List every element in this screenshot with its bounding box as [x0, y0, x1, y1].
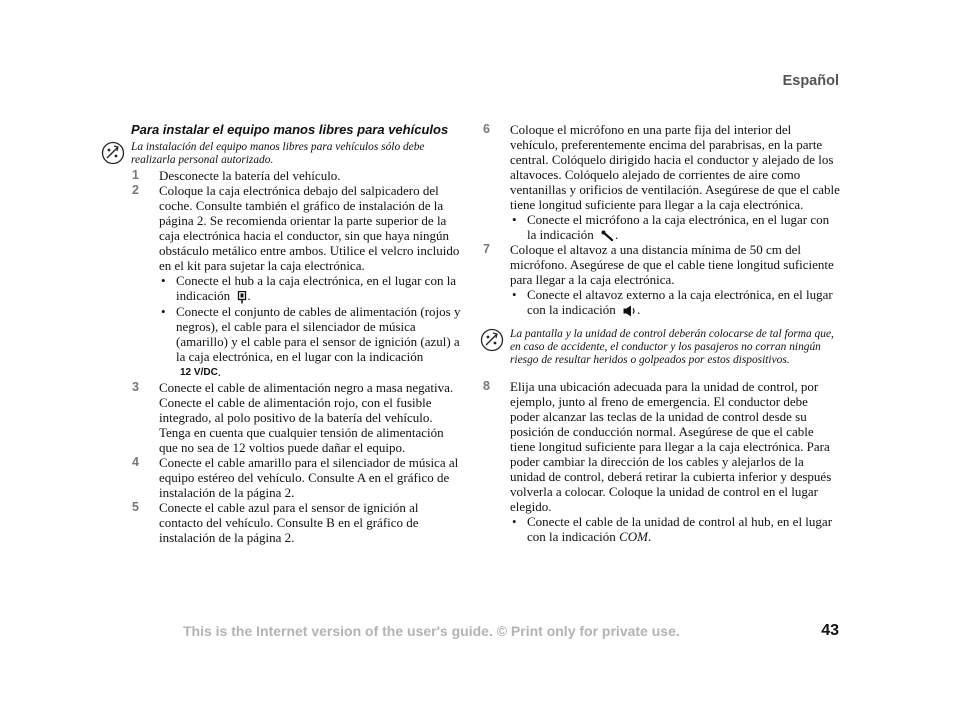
step-3 — [131, 380, 461, 455]
bullet-dot: • — [512, 212, 517, 227]
com-indicator-label: COM — [619, 529, 648, 545]
bullet-end: . — [637, 302, 641, 318]
microphone-icon — [601, 230, 615, 242]
speaker-icon — [623, 305, 637, 317]
left-column — [131, 123, 461, 545]
step-text: Desconecte la batería del vehículo. — [159, 168, 341, 183]
step-text: Coloque el micrófono en una parte fija del interior del vehículo, preferentemente encima del parabrisas, en la parte central. Colóquelo dirigido hacia el conductor y alejado de los altavoces. Colóquelo alejado de corrientes de aire como ventanillas y orificios de ventilación. Asegúrese de que el cable tiene longitud suficiente para llegar a la caja electrónica. — [510, 122, 840, 212]
step-text: Conecte el cable azul para el sensor de ignición al contacto del vehículo. Consulte B en el gráfico de instalación de la página 2. — [159, 500, 419, 546]
bullet-dot: • — [512, 287, 517, 303]
bullet-text: Conecte el cable de la unidad de control al hub, en el lugar con la indicación — [527, 514, 833, 545]
power-indicator-label: 12 V/DC — [180, 367, 218, 379]
step-text: Coloque el altavoz a una distancia mínima de 50 cm del micrófono. Asegúrese de que el cable tiene longitud suficiente para llegar a la caja electrónica. — [510, 242, 834, 288]
bullet-text: Conecte el hub a la caja electrónica, en el lugar con la indicación — [176, 273, 457, 303]
footer-notice: This is the Internet version of the user's guide. © Print only for private use. — [183, 623, 680, 639]
bullet-dot: • — [161, 273, 166, 288]
step-number: 2 — [132, 183, 139, 197]
bullet-item — [131, 304, 461, 381]
step-2 — [131, 183, 461, 273]
bullet-end: . — [647, 529, 652, 545]
step-number: 7 — [483, 242, 490, 257]
section-heading: Para instalar el equipo manos libres para vehículos — [131, 122, 449, 137]
step-text: Coloque la caja electrónica debajo del salpicadero del coche. Consulte también el gráfico de instalación de la página 2. Se recomienda orientar la parte superior de la caja electrónica hacia el conductor, sin que haya ningún obstáculo metálico entre ambos. Utilice el velcro incluido en el kit para sujetar la caja electrónica. — [159, 183, 460, 273]
step-text: Conecte el cable de alimentación negro a masa negativa. Conecte el cable de alimentación rojo, con el fusible integrado, al polo positivo de la batería del vehículo. Tenga en cuenta que cualquier tensión de alimentación que no sea de 12 voltios puede dañar el equipo. — [159, 380, 454, 456]
bullet-text: Conecte el altavoz externo a la caja electrónica, en el lugar con la indicación — [527, 287, 833, 318]
step-text: Conecte el cable amarillo para el silenciador de música al equipo estéreo del vehículo. Consulte A en el gráfico de instalación de la página 2. — [159, 455, 459, 501]
bullet-item — [482, 212, 840, 242]
step-number: 4 — [132, 455, 139, 470]
note-text: La pantalla y la unidad de control deberán colocarse de tal forma que, en caso de accidente, el conductor y los pasajeros no corran ningún riesgo de resultar heridos o golpeados por estos dispositivos. — [510, 328, 834, 367]
language-label: Español — [782, 73, 839, 89]
step-number: 6 — [483, 122, 490, 136]
bullet-text: Conecte el micrófono a la caja electrónica, en el lugar con la indicación — [527, 212, 830, 242]
note-icon — [101, 141, 125, 165]
note-text: La instalación del equipo manos libres para vehículos sólo debe realizarla personal autorizado. — [131, 141, 425, 166]
bullet-dot: • — [512, 514, 517, 530]
step-number: 5 — [132, 500, 139, 515]
right-column — [483, 122, 840, 545]
bullet-end: . — [217, 363, 222, 379]
page-number: 43 — [821, 622, 839, 639]
bullet-text: Conecte el conjunto de cables de alimentación (rojos y negros), el cable para el silenciador de música (amarillo) y el cable para el sensor de ignición (azul) a la caja electrónica, en el lugar con la indicación — [176, 303, 461, 364]
bullet-dot: • — [161, 303, 166, 319]
step-6 — [482, 122, 840, 212]
note-icon — [480, 328, 504, 352]
step-7 — [482, 242, 840, 287]
step-5 — [131, 500, 461, 545]
step-1 — [131, 168, 461, 183]
warning-note — [510, 328, 840, 367]
bullet-item — [482, 514, 840, 544]
step-text: Elija una ubicación adecuada para la unidad de control, por ejemplo, junto al freno de emergencia. El conductor debe poder alcanzar las teclas de la unidad de control desde su posición de conducción normal. Asegúrese de que el cable tiene longitud suficiente para llegar a la caja electrónica. Para poder cambiar la dirección de los cables y alejarlos de la unidad de control, deberá retirar la cubierta inferior y después volverla a colocar. Coloque la unidad de control en el lugar elegido. — [510, 379, 832, 515]
step-number: 8 — [483, 379, 490, 394]
step-8 — [482, 379, 840, 514]
bullet-item — [482, 287, 840, 317]
hub-icon — [237, 291, 247, 304]
step-number: 1 — [132, 168, 139, 182]
step-number: 3 — [132, 380, 139, 395]
bullet-end: . — [247, 288, 251, 303]
bullet-end: . — [615, 227, 619, 242]
step-4 — [131, 455, 461, 500]
warning-note — [131, 141, 461, 167]
bullet-item — [131, 273, 461, 304]
